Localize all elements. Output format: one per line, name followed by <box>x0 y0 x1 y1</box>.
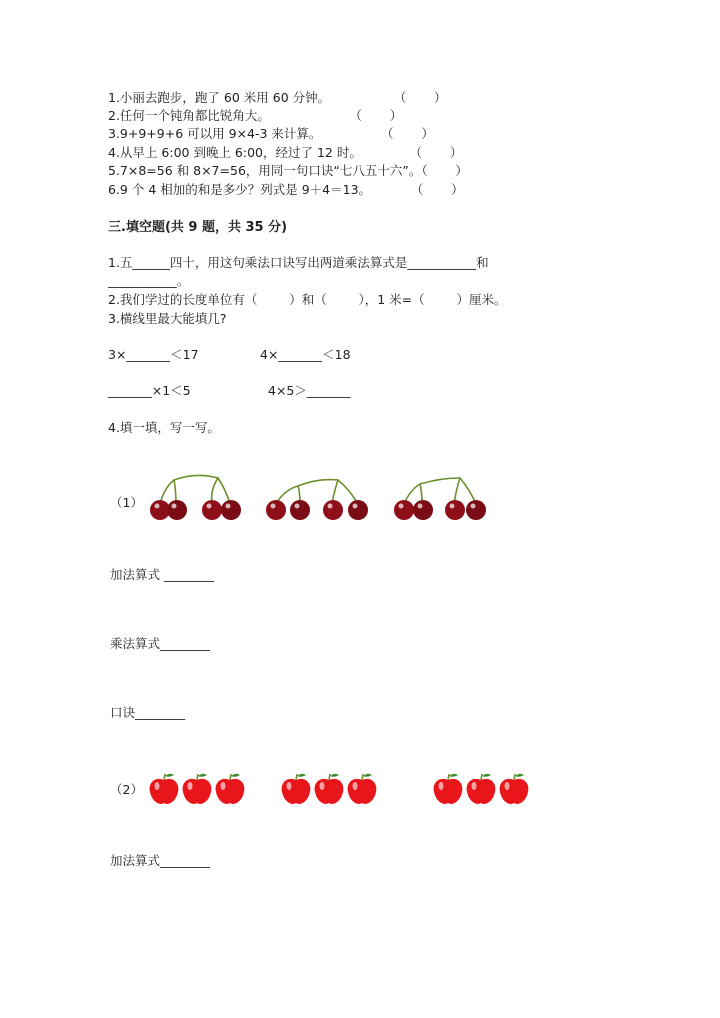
q3-row2-expr-b: 4×5＞_______ <box>268 383 351 398</box>
apple-group-1-icon <box>148 772 246 806</box>
addition-formula-label-2: 加法算式________ <box>110 853 211 868</box>
multiplication-formula-label: 乘法算式________ <box>110 636 211 651</box>
part-2-label: （2） <box>110 782 143 797</box>
fill-question-1-line2: ___________。 <box>108 273 190 288</box>
addition-formula-label: 加法算式 ________ <box>110 567 214 582</box>
apple-group-3-icon <box>432 772 530 806</box>
judge-question-2: 2.任何一个钝角都比锐角大。 （ ） <box>108 108 403 123</box>
judge-question-5: 5.7×8=56 和 8×7=56，用同一句口诀“七八五十六”。（ ） <box>108 163 468 178</box>
fill-question-4: 4.填一填，写一写。 <box>108 420 220 435</box>
judge-question-4: 4.从早上 6:00 到晚上 6:00，经过了 12 时。 （ ） <box>108 145 463 160</box>
judge-question-1: 1.小丽去跑步，跑了 60 米用 60 分钟。 （ ） <box>108 90 447 105</box>
judge-question-6: 6.9 个 4 相加的和是多少？列式是 9＋4＝13。 （ ） <box>108 182 464 197</box>
section-heading: 三.填空题(共 9 题，共 35 分) <box>108 220 288 235</box>
q3-row1-expr-a: 3×_______＜17 <box>108 347 199 362</box>
cherry-group-1-icon <box>146 470 246 522</box>
cherry-group-2-icon <box>262 474 372 522</box>
cherry-group-3-icon <box>390 472 490 522</box>
q3-row1-expr-b: 4×_______＜18 <box>260 347 351 362</box>
part-1-label: （1） <box>110 495 143 510</box>
koujue-label: 口诀________ <box>110 705 186 720</box>
apple-group-2-icon <box>280 772 378 806</box>
judge-question-3: 3.9+9+9+6 可以用 9×4-3 来计算。 （ ） <box>108 126 434 141</box>
q3-row2-expr-a: _______×1＜5 <box>108 383 191 398</box>
fill-question-2: 2.我们学过的长度单位有（ ）和（ ），1 米=（ ）厘米。 <box>108 292 507 307</box>
fill-question-1-line1: 1.五______四十，用这句乘法口诀写出两道乘法算式是___________和 <box>108 255 489 270</box>
fill-question-3: 3.横线里最大能填几? <box>108 311 227 326</box>
